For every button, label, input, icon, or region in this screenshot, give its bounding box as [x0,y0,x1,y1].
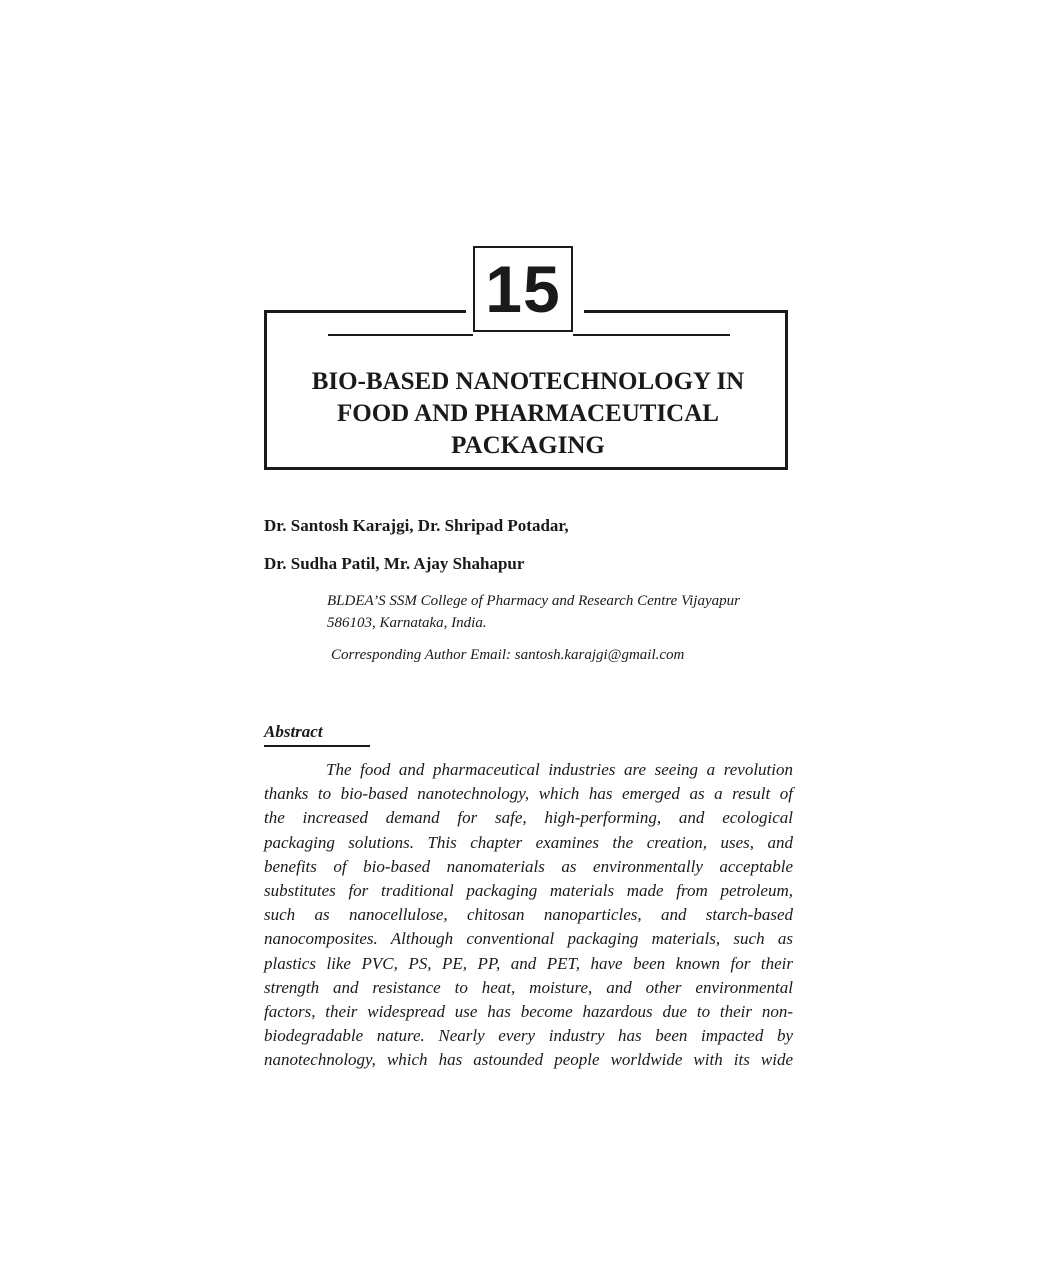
authors-line-2: Dr. Sudha Patil, Mr. Ajay Shahapur [264,554,525,573]
abstract-body [264,758,793,1072]
abstract-line: packaging solutions. This chapter examines the creation, uses, and [264,832,793,852]
abstract-heading-underline [264,745,370,747]
abstract-line: factors, their widespread use has become hazardous due to their non- [264,1001,793,1021]
abstract-line: The food and pharmaceutical industries are seeing a revolution [326,760,793,779]
chapter-title-line: FOOD AND PHARMACEUTICAL [337,400,719,427]
abstract-line: biodegradable nature. Nearly every industry has been impacted by [264,1026,793,1046]
affiliation-line: BLDEA’S SSM College of Pharmacy and Research Centre Vijayapur [327,593,740,609]
abstract-line: strength and resistance to heat, moisture, and other environmental [264,977,793,997]
chapter-number: 15 [473,246,573,332]
abstract-line: benefits of bio-based nanomaterials as environmentally acceptable [264,856,793,876]
abstract-line: nanotechnology, which has astounded people worldwide with its wide [264,1050,793,1070]
chapter-title-line: PACKAGING [451,432,605,459]
affiliation [327,590,797,634]
abstract-line: the increased demand for safe, high-performing, and ecological [264,808,793,828]
abstract-line: substitutes for traditional packaging materials made from petroleum, [264,880,793,900]
abstract-line: nanocomposites. Although conventional packaging materials, such as [264,929,793,949]
affiliation-line: 586103, Karnataka, India. [327,615,487,631]
title-rule-right [573,334,730,336]
chapter-title [268,366,788,462]
title-rule-left [328,334,473,336]
corresponding-author-email: Corresponding Author Email: santosh.karajgi@gmail.com [331,647,685,663]
authors-line-1: Dr. Santosh Karajgi, Dr. Shripad Potadar, [264,516,569,535]
chapter-title-line: BIO-BASED NANOTECHNOLOGY IN [311,368,745,395]
abstract-line: thanks to bio-based nanotechnology, which has emerged as a result of [264,784,793,804]
abstract-line: such as nanocellulose, chitosan nanoparticles, and starch-based [264,905,793,925]
abstract-line: plastics like PVC, PS, PE, PP, and PET, have been known for their [264,953,793,973]
abstract-heading: Abstract [264,722,323,741]
